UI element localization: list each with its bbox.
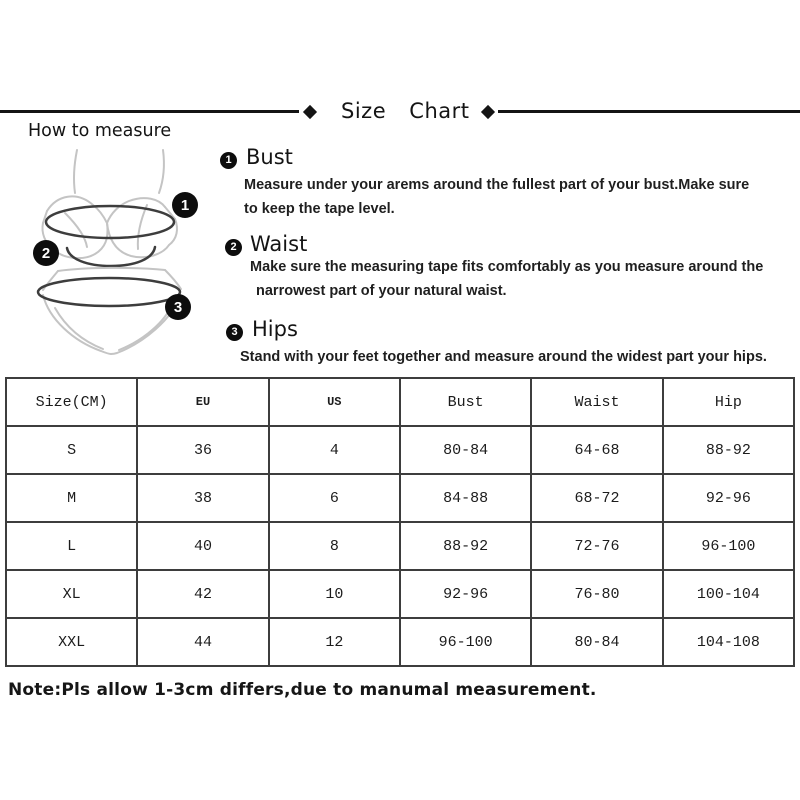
table-cell: 96-100 [663, 522, 794, 570]
table-cell: 92-96 [663, 474, 794, 522]
table-cell: 88-92 [400, 522, 531, 570]
hip-measure-line [38, 278, 180, 306]
table-row [6, 522, 794, 570]
step-number-badge-waist: 2 [225, 239, 242, 256]
table-cell: 40 [137, 522, 268, 570]
step-text-line: Measure under your arems around the fullest part of your bust.Make sure [244, 177, 750, 193]
table-row [6, 426, 794, 474]
diamond-icon-left [303, 105, 317, 119]
measurement-illustration [25, 143, 210, 361]
table-cell: 4 [269, 426, 400, 474]
title-divider-left [0, 110, 299, 113]
step-heading-waist: Waist [250, 232, 308, 256]
table-cell: L [6, 522, 137, 570]
table-row [6, 618, 794, 666]
size-table [5, 377, 795, 667]
note-text: Note:Pls allow 1-3cm differs,due to manumal measurement. [8, 680, 597, 700]
table-cell: 96-100 [400, 618, 531, 666]
table-cell: 80-84 [400, 426, 531, 474]
table-header-row [6, 378, 794, 426]
header-cell: EU [137, 378, 268, 426]
step-text-line: narrowest part of your natural waist. [256, 283, 507, 299]
step-heading-hips: Hips [252, 317, 298, 341]
table-cell: 72-76 [531, 522, 662, 570]
bikini-top-drawing [42, 150, 177, 258]
header-cell: Size(CM) [6, 378, 137, 426]
table-cell: 104-108 [663, 618, 794, 666]
table-cell: XL [6, 570, 137, 618]
page-title: Size Chart [341, 99, 470, 123]
step-number-badge-hips: 3 [226, 324, 243, 341]
table-cell: 6 [269, 474, 400, 522]
step-heading-bust: Bust [246, 145, 293, 169]
header-cell: Hip [663, 378, 794, 426]
title-divider-right [498, 110, 800, 113]
table-cell: 38 [137, 474, 268, 522]
table-cell: 84-88 [400, 474, 531, 522]
table-cell: 12 [269, 618, 400, 666]
step-text-line: Stand with your feet together and measure around the widest part your hips. [240, 349, 767, 365]
header-cell: US [269, 378, 400, 426]
header-cell: Waist [531, 378, 662, 426]
table-cell: 44 [137, 618, 268, 666]
table-cell: 68-72 [531, 474, 662, 522]
table-cell: 92-96 [400, 570, 531, 618]
table-cell: 64-68 [531, 426, 662, 474]
step-number-badge-bust: 1 [220, 152, 237, 169]
table-cell: 10 [269, 570, 400, 618]
table-cell: XXL [6, 618, 137, 666]
header-cell: Bust [400, 378, 531, 426]
table-row [6, 570, 794, 618]
measure-badge-2 [33, 240, 59, 266]
svg-text:1: 1 [180, 197, 190, 214]
table-row [6, 474, 794, 522]
step-text-line: Make sure the measuring tape fits comfortably as you measure around the [250, 259, 764, 275]
diamond-icon-right [481, 105, 495, 119]
svg-text:2: 2 [41, 245, 51, 262]
table-cell: M [6, 474, 137, 522]
table-cell: 80-84 [531, 618, 662, 666]
step-text-line: to keep the tape level. [244, 201, 395, 217]
how-to-measure-heading: How to measure [28, 121, 172, 141]
measure-badge-1 [172, 192, 198, 218]
table-cell: 88-92 [663, 426, 794, 474]
table-cell: 100-104 [663, 570, 794, 618]
table-cell: 42 [137, 570, 268, 618]
table-cell: 76-80 [531, 570, 662, 618]
measure-badge-3 [165, 294, 191, 320]
table-cell: 8 [269, 522, 400, 570]
svg-text:3: 3 [173, 299, 183, 316]
table-cell: S [6, 426, 137, 474]
table-cell: 36 [137, 426, 268, 474]
